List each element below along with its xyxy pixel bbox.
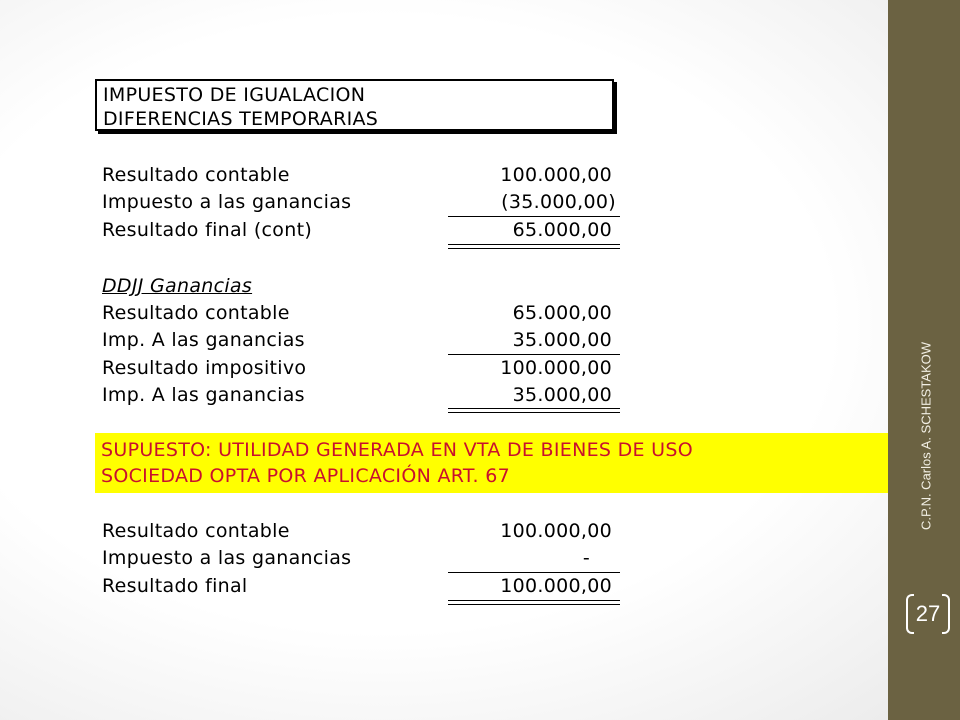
assumption-line-1: SUPUESTO: UTILIDAD GENERADA EN VTA DE BIENES DE USO — [101, 439, 693, 461]
row-value: 100.000,00 — [500, 575, 612, 597]
row-value: 100.000,00 — [500, 520, 612, 542]
title-box — [95, 79, 614, 131]
row-label: Imp. A las ganancias — [102, 384, 305, 406]
assumption-line-2: SOCIEDAD OPTA POR APLICACIÓN ART. 67 — [101, 465, 510, 487]
bracket-left-icon — [906, 594, 914, 634]
ddjj-heading: DDJJ Ganancias — [102, 275, 253, 297]
total-double-rule — [448, 408, 620, 409]
bracket-right-icon — [942, 594, 950, 634]
author-credit: C.P.N. Carlos A. SCHESTAKOW — [918, 341, 934, 531]
row-label: Resultado final (cont) — [102, 219, 313, 241]
title-line-1: IMPUESTO DE IGUALACION — [103, 84, 366, 106]
table1-row — [102, 189, 620, 215]
row-label: Resultado impositivo — [102, 357, 307, 379]
row-label: Resultado final — [102, 575, 248, 597]
row-value: 100.000,00 — [500, 357, 612, 379]
table2-row — [102, 545, 620, 571]
row-value: 35.000,00 — [512, 329, 612, 351]
row-value: 65.000,00 — [512, 219, 612, 241]
page-number — [906, 594, 950, 634]
row-value: - — [582, 547, 590, 569]
table2-row — [102, 518, 620, 544]
total-double-rule — [448, 244, 620, 245]
row-value: 35.000,00 — [512, 384, 612, 406]
row-value: 65.000,00 — [512, 302, 612, 324]
row-label: Impuesto a las ganancias — [102, 547, 352, 569]
row-value: (35.000,00) — [501, 191, 616, 213]
ddjj-row — [102, 327, 620, 353]
ddjj-row — [102, 355, 620, 381]
table2-row — [102, 573, 620, 599]
ddjj-row — [102, 382, 620, 408]
page-number-value: 27 — [915, 601, 941, 626]
row-value: 100.000,00 — [500, 164, 612, 186]
table1-row — [102, 162, 620, 188]
title-line-2: DIFERENCIAS TEMPORARIAS — [103, 108, 379, 130]
total-double-rule — [448, 600, 620, 601]
row-label: Impuesto a las ganancias — [102, 191, 352, 213]
assumption-highlight — [95, 433, 903, 493]
table1-row — [102, 217, 620, 243]
row-label: Imp. A las ganancias — [102, 329, 305, 351]
row-label: Resultado contable — [102, 302, 290, 324]
ddjj-row — [102, 300, 620, 326]
row-label: Resultado contable — [102, 164, 290, 186]
row-label: Resultado contable — [102, 520, 290, 542]
